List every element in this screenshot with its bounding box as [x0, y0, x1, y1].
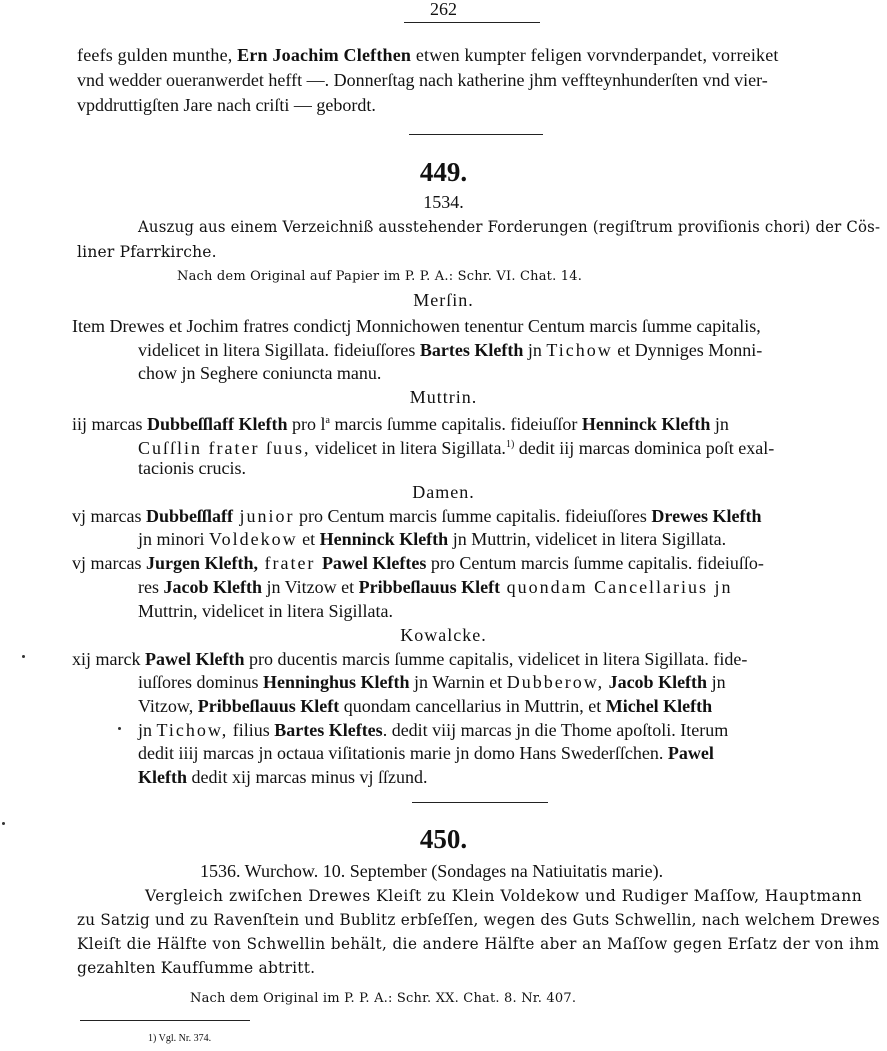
- source-note: Nach dem Original im P. P. A.: Schr. XX. Chat. 8. Nr. 407.: [190, 991, 577, 1006]
- entry-line: jn minori Voldekow et Henninck Klefth jn Muttrin, videlicet in litera Sigillata.: [138, 529, 727, 549]
- regest-line-1: Vergleich zwiſchen Drewes Kleiſt zu Klein Voldekow und Rudiger Maſſow, Hauptmann: [145, 887, 863, 905]
- carry-line-1: feefs gulden munthe, Ern Joachim Clefthen etwen kumpter feligen vorvnderpandet, vorreiket: [77, 45, 779, 65]
- document-number-449: 449.: [419, 157, 468, 187]
- footnote: 1) Vgl. Nr. 374.: [148, 1033, 212, 1044]
- entry-line: Klefth dedit xij marcas minus vj ſſzund.: [138, 767, 428, 787]
- regest-line-4: gezahlten Kaufſumme abtritt.: [77, 959, 316, 977]
- regest-line-2: zu Satzig und zu Ravenſtein und Bublitz erbſeſſen, wegen des Guts Schwellin, nach welchem Drewes: [77, 911, 880, 929]
- regest-line-1: Auszug aus einem Verzeichniß ausstehender Forderungen (regiſtrum proviſionis chori) der Cös-: [138, 218, 881, 236]
- entry-line: iij marcas Dubbeſſlaff Klefth pro $l^a$ marcis ſumme capitalis. fideiuſſor Henninck Klefth jn: [72, 414, 729, 434]
- entry-line: xij marck Pawel Klefth pro ducentis marcis ſumme capitalis, videlicet in litera Sigillata. fide-: [72, 649, 748, 669]
- scan-speck: [118, 727, 121, 730]
- source-note: Nach dem Original auf Papier im P. P. A.: Schr. VI. Chat. 14.: [177, 269, 583, 284]
- scan-speck: [22, 655, 25, 658]
- place-heading-damen: Damen.: [412, 482, 475, 502]
- section-rule: [412, 802, 548, 803]
- page-number: 262: [430, 0, 457, 19]
- entry-line: res Jacob Klefth jn Vitzow et Pribbeſlauus Kleft quondam Cancellarius jn: [138, 577, 733, 597]
- entry-line: tacionis crucis.: [138, 458, 246, 478]
- entry-line: videlicet in litera Sigillata. fideiuſſores Bartes Klefth jn Tichow et Dynniges Monni-: [138, 340, 763, 360]
- document-number-450: 450.: [419, 824, 468, 854]
- regest-line-2: liner Pfarrkirche.: [77, 243, 217, 261]
- entry-line: dedit iiij marcas jn octaua viſitationis marie jn domo Hans Swederſſchen. Pawel: [138, 743, 714, 763]
- entry-line: Vitzow, Pribbeſlauus Kleft quondam cancellarius in Muttrin, et Michel Klefth: [138, 696, 713, 716]
- entry-line: jn Tichow, filius Bartes Kleftes. dedit viij marcas jn die Thome apoſtoli. Iterum: [138, 720, 729, 740]
- entry-line: Item Drewes et Jochim fratres condictj Monnichowen tenentur Centum marcis ſumme capitalis,: [72, 316, 761, 336]
- entry-line: Cuſſlin frater ſuus, videlicet in litera Sigillata.$^{1)}$ dedit iij marcas dominica poſt exal-: [138, 438, 775, 458]
- entry-line: chow jn Seghere coniuncta manu.: [138, 363, 382, 383]
- scan-speck: [2, 822, 5, 825]
- section-rule: [409, 134, 543, 135]
- document-date: 1536. Wurchow. 10. September (Sondages na Natiuitatis marie).: [200, 861, 664, 881]
- carry-line-2: vnd wedder oueranwerdet hefft —. Donnerſtag nach katherine jhm veffteynhunderſten vnd vier-: [77, 70, 768, 90]
- entry-line: iuſſores dominus Henninghus Klefth jn Warnin et Dubberow, Jacob Klefth jn: [138, 672, 726, 692]
- regest-line-3: Kleiſt die Hälfte von Schwellin behält, die andere Hälfte aber an Maſſow gegen Erſatz der von ihm: [77, 935, 880, 953]
- entry-line: vj marcas Dubbeſſlaff junior pro Centum marcis ſumme capitalis. fideiuſſores Drewes Klefth: [72, 506, 762, 526]
- footnote-rule: [80, 1020, 250, 1021]
- entry-line: Muttrin, videlicet in litera Sigillata.: [138, 601, 393, 621]
- header-rule: [404, 22, 540, 23]
- entry-line: vj marcas Jurgen Klefth, frater Pawel Kleftes pro Centum marcis ſumme capitalis. fideiuſſo-: [72, 553, 764, 573]
- place-heading-kowalcke: Kowalcke.: [400, 625, 487, 645]
- place-heading-muttrin: Muttrin.: [409, 387, 478, 407]
- place-heading-mersin: Merſin.: [413, 290, 474, 310]
- carry-line-3: vpddruttigſten Jare nach criſti — gebordt.: [77, 95, 376, 115]
- document-year: 1534.: [423, 192, 464, 212]
